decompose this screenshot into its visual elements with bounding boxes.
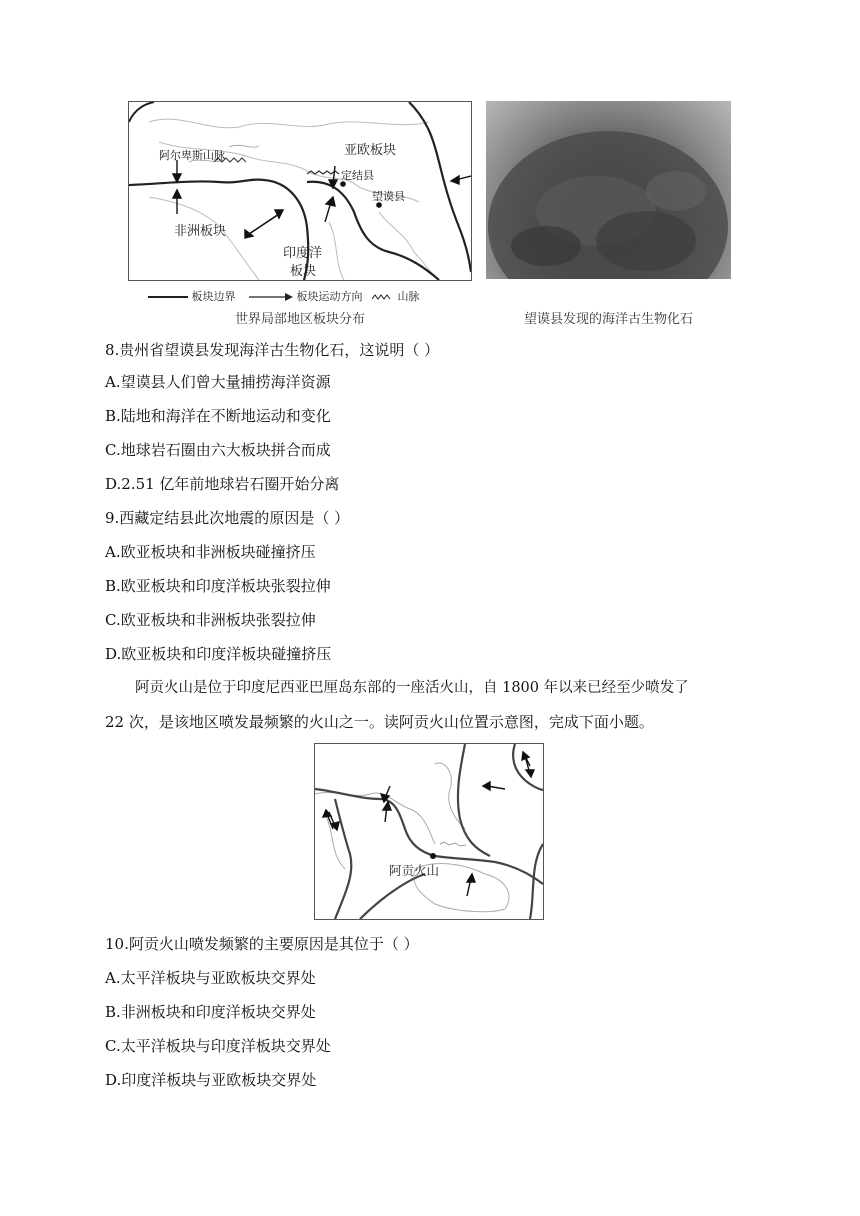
question-9-option-a[interactable]: A.欧亚板块和非洲板块碰撞挤压 (105, 543, 316, 561)
indian-plate-label-2: 板块 (290, 264, 317, 279)
question-10-option-c[interactable]: C.太平洋板块与印度洋板块交界处 (105, 1037, 331, 1055)
agung-volcano-label: 阿贡火山 (389, 863, 440, 878)
agung-map-drawing (315, 744, 543, 919)
question-9-option-c[interactable]: C.欧亚板块和非洲板块张裂拉伸 (105, 611, 316, 629)
agung-location-map (314, 743, 544, 920)
eurasian-plate-label: 亚欧板块 (344, 143, 397, 158)
passage-line-2: 22 次，是该地区喷发最频繁的火山之一。读阿贡火山位置示意图，完成下面小题。 (105, 713, 654, 731)
plate-map-caption: 世界局部地区板块分布 (234, 312, 365, 327)
question-10-option-a[interactable]: A.太平洋板块与亚欧板块交界处 (105, 969, 316, 987)
plate-map-legend (148, 288, 468, 304)
question-8-stem: 8.贵州省望谟县发现海洋古生物化石，这说明（ ） (105, 341, 440, 359)
passage-line-1: 阿贡火山是位于印度尼西亚巴厘岛东部的一座活火山，自 1800 年以来已经至少喷发了 (135, 680, 689, 696)
fossil-photo-caption: 望谟县发现的海洋古生物化石 (523, 312, 693, 327)
legend-mountain-label: 山脉 (397, 290, 420, 303)
wangmo-label: 望谟县 (372, 190, 405, 203)
question-9-stem: 9.西藏定结县此次地震的原因是（ ） (105, 509, 350, 527)
question-9-option-b[interactable]: B.欧亚板块和印度洋板块张裂拉伸 (105, 577, 331, 595)
question-8-option-a[interactable]: A.望谟县人们曾大量捕捞海洋资源 (105, 373, 331, 391)
question-10-option-b[interactable]: B.非洲板块和印度洋板块交界处 (105, 1003, 316, 1021)
legend-boundary-label: 板块边界 (191, 290, 236, 303)
legend-direction-label: 板块运动方向 (296, 290, 363, 303)
fossil-photo (486, 101, 731, 279)
question-10-option-d[interactable]: D.印度洋板块与亚欧板块交界处 (105, 1071, 317, 1089)
alps-label: 阿尔卑斯山脉 (159, 149, 225, 162)
african-plate-label: 非洲板块 (174, 224, 227, 239)
legend-arrow-icon (249, 291, 293, 304)
dingjie-label: 定结县 (341, 169, 374, 182)
question-8-option-c[interactable]: C.地球岩石圈由六大板块拼合而成 (105, 441, 331, 459)
fossil-texture (486, 101, 731, 279)
question-9-option-d[interactable]: D.欧亚板块和印度洋板块碰撞挤压 (105, 645, 332, 663)
legend-mountain-icon (372, 291, 394, 304)
question-10-stem: 10.阿贡火山喷发频繁的主要原因是其位于（ ） (105, 935, 419, 953)
legend-boundary-line-icon (148, 296, 188, 298)
plate-map-figure (128, 101, 472, 281)
question-8-option-b[interactable]: B.陆地和海洋在不断地运动和变化 (105, 407, 331, 425)
indian-plate-label: 印度洋 (283, 246, 323, 261)
question-8-option-d[interactable]: D.2.51 亿年前地球岩石圈开始分离 (105, 475, 340, 493)
